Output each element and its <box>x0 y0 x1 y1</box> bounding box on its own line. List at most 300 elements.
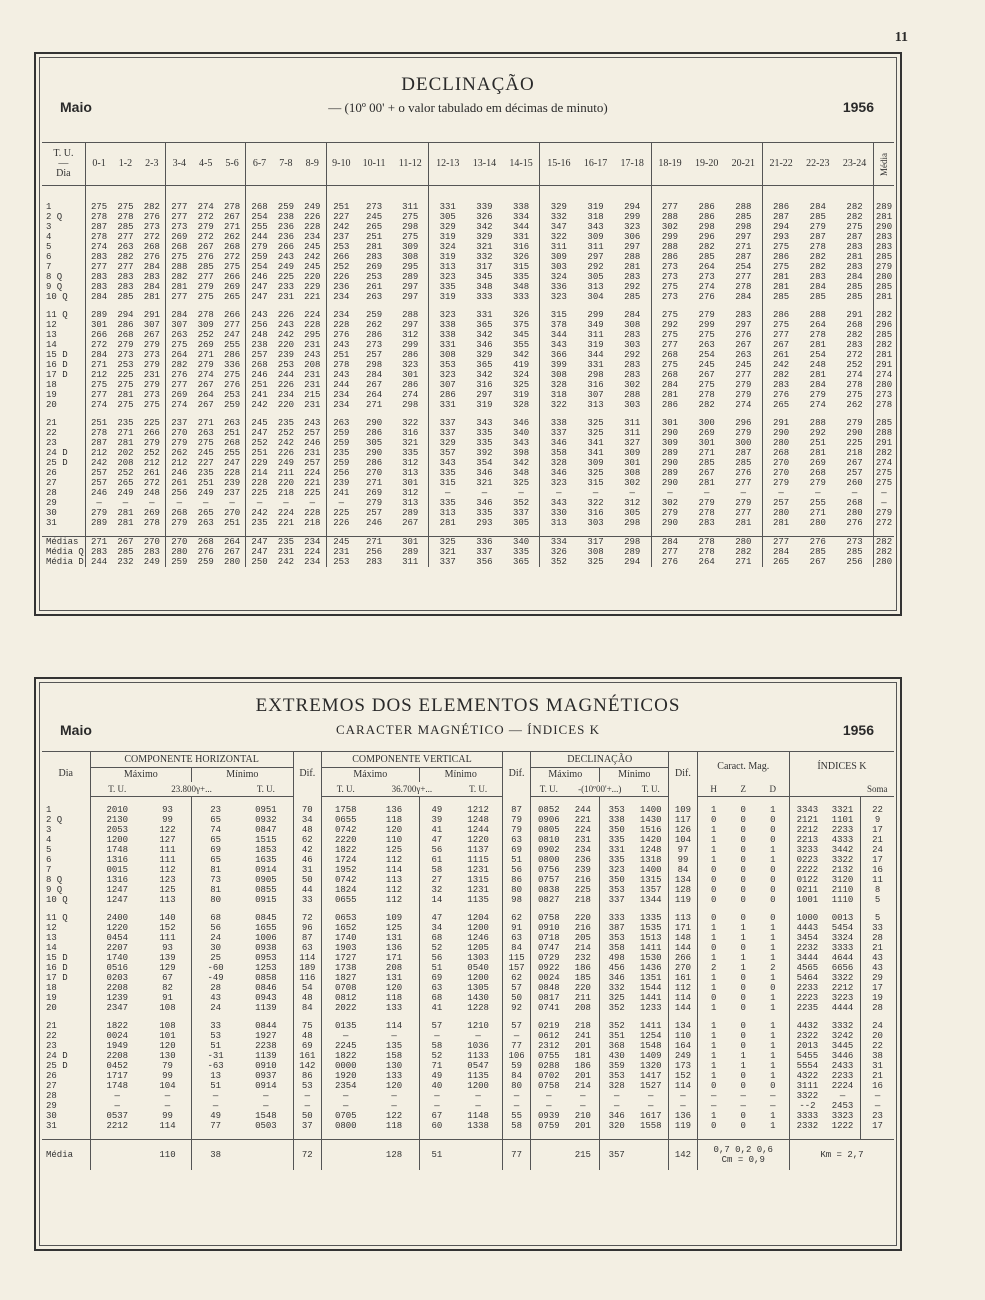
v-dif: 63 <box>502 835 530 845</box>
value-cell: 305 <box>587 272 604 282</box>
value-cell: 343 <box>476 418 493 428</box>
value-cell: 276 <box>333 330 350 340</box>
carac-z: 0 <box>740 1111 746 1121</box>
k-soma: 33 <box>872 923 883 933</box>
value-cell: 329 <box>476 350 493 360</box>
d-min: 353 <box>608 805 625 815</box>
extremes-title: EXTREMOS DOS ELEMENTOS MAGNÉTICOS <box>255 695 681 716</box>
value-cell: 330 <box>550 508 567 518</box>
value-cell: 214 <box>251 468 268 478</box>
value-cell: 268 <box>219 242 246 252</box>
value-cell: 322 <box>550 400 567 410</box>
carac-d: 1 <box>757 923 790 933</box>
d-max: 236 <box>566 855 599 865</box>
carac-z: — <box>740 1101 746 1111</box>
k-index-b: 3321 <box>825 805 861 815</box>
d-max-tu: 0757 <box>538 875 560 885</box>
value-cell: 249 <box>299 202 326 212</box>
value-cell: 235 <box>117 418 134 428</box>
carac-h: 2 <box>710 963 717 973</box>
h-dif: 161 <box>293 1051 321 1061</box>
value-cell: 276 <box>197 252 214 262</box>
value-cell: 253 <box>219 390 246 400</box>
col-carac-z: Z <box>730 782 757 797</box>
value-cell: 275 <box>90 202 108 212</box>
value-cell: 275 <box>773 262 790 272</box>
value-cell: 309 <box>614 448 651 458</box>
h-dif: 48 <box>293 993 321 1003</box>
carac-z: 0 <box>740 983 746 993</box>
value-cell: 281 <box>139 292 166 302</box>
value-cell: 259 <box>365 310 383 320</box>
value-cell: 289 <box>661 468 679 478</box>
carac-d: 0 <box>757 913 790 923</box>
value-cell: 279 <box>836 418 873 428</box>
k-index-a: 0223 <box>796 855 819 865</box>
h-min-tu: 0932 <box>239 815 293 825</box>
value-cell: 286 <box>773 202 790 212</box>
v-max: 130 <box>370 1061 420 1071</box>
value-cell: 309 <box>587 458 604 468</box>
value-cell: 276 <box>800 537 837 548</box>
value-cell: 273 <box>836 537 873 548</box>
d-max-tu: 0741 <box>538 1003 560 1013</box>
hour-header: 1-2 <box>112 143 138 186</box>
value-cell: 249 <box>117 488 134 498</box>
value-cell: 234 <box>299 232 326 242</box>
h-min: 49 <box>210 1111 221 1121</box>
carac-d: 1 <box>757 993 790 1003</box>
value-cell: 283 <box>836 242 873 252</box>
value-cell: 244 <box>90 557 108 567</box>
d-min: 353 <box>608 1071 625 1081</box>
value-cell: 226 <box>333 518 350 528</box>
v-max-tu: 0000 <box>334 1061 357 1071</box>
v-max-tu: 0653 <box>334 913 357 923</box>
value-cell: 277 <box>725 508 762 518</box>
h-dif: 46 <box>293 855 321 865</box>
value-cell: 301 <box>392 370 429 380</box>
value-cell: 315 <box>550 310 567 320</box>
h-max: 127 <box>144 835 192 845</box>
h-max-tu: 0024 <box>106 1031 129 1041</box>
value-cell: 288 <box>725 202 762 212</box>
k-index-b: 3446 <box>825 1051 861 1061</box>
value-cell: 269 <box>365 488 383 498</box>
value-cell: 344 <box>587 350 604 360</box>
d-min-tu: 1544 <box>633 983 669 993</box>
mean-cell: 275 <box>875 478 893 488</box>
value-cell: 256 <box>836 557 873 567</box>
value-cell: 295 <box>392 262 429 272</box>
value-cell: 285 <box>698 458 715 468</box>
v-min-tu: 1135 <box>454 895 502 905</box>
value-cell: 241 <box>333 488 350 498</box>
k-soma: 43 <box>872 953 883 963</box>
d-max-tu: 0024 <box>538 973 560 983</box>
value-cell: 283 <box>139 547 166 557</box>
value-cell: 312 <box>392 330 429 340</box>
value-cell: 347 <box>550 222 567 232</box>
value-cell: 297 <box>392 320 429 330</box>
carac-z: 0 <box>740 885 746 895</box>
d-min: 352 <box>608 1021 625 1031</box>
value-cell: 265 <box>117 478 134 488</box>
value-cell: 226 <box>277 380 294 390</box>
table-row <box>42 458 894 468</box>
value-cell: 313 <box>439 508 456 518</box>
value-cell: 279 <box>809 390 826 400</box>
h-min: 30 <box>210 943 221 953</box>
table-row <box>42 380 894 390</box>
hour-header: 5-6 <box>219 143 246 186</box>
value-cell: 275 <box>117 380 134 390</box>
value-cell: 294 <box>614 557 651 567</box>
value-cell: 245 <box>251 418 268 428</box>
k-soma: 9 <box>874 815 881 825</box>
value-cell: 285 <box>725 458 762 468</box>
value-cell: 285 <box>698 252 715 262</box>
value-cell: 345 <box>476 272 493 282</box>
d-min-tu: 1411 <box>633 943 669 953</box>
carac-z: 0 <box>740 845 746 855</box>
value-cell: 271 <box>356 537 392 548</box>
v-dif: 59 <box>502 1061 530 1071</box>
value-cell: 259 <box>171 557 188 567</box>
d-min-tu: 1335 <box>633 913 669 923</box>
d-max: 186 <box>566 1061 599 1071</box>
v-min: 47 <box>431 835 443 845</box>
v-min: 34 <box>431 923 443 933</box>
value-cell: 212 <box>90 370 108 380</box>
value-cell: 251 <box>333 202 350 212</box>
value-cell: 235 <box>197 468 214 478</box>
h-max: 112 <box>144 865 192 875</box>
d-max: — <box>566 1091 599 1101</box>
v-max-tu: 1738 <box>334 963 357 973</box>
carac-z: 1 <box>740 963 746 973</box>
h-min: -60 <box>207 963 224 973</box>
value-cell: 278 <box>117 212 134 222</box>
value-cell: 279 <box>197 222 214 232</box>
value-cell: 308 <box>550 370 567 380</box>
d-min: 335 <box>608 835 625 845</box>
h-max-tu: 1717 <box>106 1071 129 1081</box>
v-dif: 92 <box>502 1003 530 1013</box>
day-cell: 7 <box>42 262 85 272</box>
value-cell: 245 <box>326 537 356 548</box>
carac-d: 1 <box>757 1121 790 1131</box>
day-cell: 9 Q <box>42 282 85 292</box>
value-cell: 286 <box>365 330 383 340</box>
mean-cell: 282 <box>875 310 893 320</box>
value-cell: 335 <box>503 547 540 557</box>
value-cell: 279 <box>171 438 188 448</box>
value-cell: 274 <box>197 202 214 212</box>
h-max-tu: 2053 <box>106 825 129 835</box>
k-soma: 17 <box>872 825 883 835</box>
day-cell: 26 <box>42 468 85 478</box>
h-max: — <box>144 1091 192 1101</box>
value-cell: 328 <box>550 380 567 390</box>
value-cell: 255 <box>219 340 246 350</box>
h-max: 111 <box>144 933 192 943</box>
d-max: 216 <box>566 875 599 885</box>
h-dif: 54 <box>293 983 321 993</box>
col-soma: Soma <box>861 782 894 797</box>
value-cell: 284 <box>651 537 688 548</box>
v-max-tu: 1652 <box>334 923 357 933</box>
value-cell: 267 <box>139 330 166 340</box>
value-cell: 284 <box>809 282 826 292</box>
v-max: 120 <box>370 1081 420 1091</box>
h-dif: — <box>293 1091 321 1101</box>
h-dif-mean: 72 <box>293 1140 321 1170</box>
value-cell: 279 <box>661 508 679 518</box>
value-cell: 378 <box>550 320 567 330</box>
h-dif: 62 <box>293 835 321 845</box>
d-max-tu: 0922 <box>538 963 560 973</box>
value-cell: 277 <box>762 537 799 548</box>
value-cell: 257 <box>299 428 326 438</box>
extremes-year: 1956 <box>842 722 874 738</box>
h-max: 108 <box>144 1021 192 1031</box>
v-min-tu: — <box>454 1101 502 1111</box>
col-vertical: COMPONENTE VERTICAL <box>321 752 502 768</box>
v-max-tu: 2220 <box>334 835 357 845</box>
value-cell: 313 <box>392 498 429 508</box>
k-soma: 38 <box>872 1051 883 1061</box>
k-index-b: 3223 <box>825 993 861 1003</box>
value-cell: 297 <box>392 282 429 292</box>
carac-h: 0 <box>710 913 717 923</box>
table-row <box>42 252 894 262</box>
h-max-tu: 1822 <box>106 1021 129 1031</box>
value-cell: 281 <box>836 252 873 262</box>
value-cell: 259 <box>333 428 350 438</box>
value-cell: 282 <box>773 370 790 380</box>
value-cell: 340 <box>503 537 540 548</box>
value-cell: 226 <box>299 212 326 222</box>
mean-cell: 274 <box>875 370 893 380</box>
value-cell: 284 <box>725 292 762 302</box>
k-index-b: 2110 <box>825 885 861 895</box>
value-cell: 226 <box>333 272 350 282</box>
h-dif: 70 <box>293 805 321 815</box>
col-d-min: Mínimo <box>618 769 651 780</box>
day-cell: 6 <box>42 252 85 262</box>
h-dif: 63 <box>293 943 321 953</box>
v-dif-mean: 77 <box>502 1140 530 1170</box>
day-cell: 24 D <box>42 448 85 458</box>
day-cell: 8 Q <box>42 272 85 282</box>
value-cell: 263 <box>219 418 246 428</box>
k-index-a: 2223 <box>796 993 819 1003</box>
value-cell: 316 <box>476 380 493 390</box>
col-indices: ÍNDICES K <box>789 752 894 783</box>
v-min: 63 <box>431 983 443 993</box>
carac-d: 1 <box>757 1003 790 1013</box>
d-min: 346 <box>608 1111 625 1121</box>
col-carac-h: H <box>697 782 730 797</box>
h-min: — <box>212 1091 219 1101</box>
value-cell: 275 <box>698 330 715 340</box>
value-cell: 346 <box>550 468 567 478</box>
d-dif: 112 <box>669 983 697 993</box>
value-cell: 365 <box>476 360 493 370</box>
d-max: 211 <box>566 993 599 1003</box>
value-cell: 329 <box>439 438 456 448</box>
v-min: 49 <box>431 805 443 815</box>
h-max-tu: 1316 <box>106 855 129 865</box>
h-max-tu: 1740 <box>106 953 129 963</box>
d-max-tu: 0288 <box>538 1061 560 1071</box>
day-cell: 12 <box>42 320 85 330</box>
value-cell: 279 <box>139 380 166 390</box>
mean-cell: 296 <box>875 320 893 330</box>
table-row <box>42 400 894 410</box>
v-dif: 80 <box>502 1081 530 1091</box>
mean-cell: 291 <box>875 360 893 370</box>
value-cell: 294 <box>773 222 790 232</box>
h-dif: 53 <box>293 1081 321 1091</box>
value-cell: 267 <box>698 468 715 478</box>
v-dif: 57 <box>502 983 530 993</box>
value-cell: 333 <box>503 292 540 302</box>
value-cell: 263 <box>365 292 383 302</box>
d-min: 332 <box>608 983 625 993</box>
v-min: 52 <box>431 1051 443 1061</box>
k-index-b: 1110 <box>825 895 861 905</box>
col-h-dif: Dif. <box>293 752 321 797</box>
blank <box>321 1140 369 1170</box>
value-cell: 272 <box>139 232 166 242</box>
value-cell: 278 <box>139 518 166 528</box>
value-cell: 251 <box>365 232 383 242</box>
carac-h: 1 <box>710 855 717 865</box>
table-row <box>42 232 894 242</box>
table-row <box>42 557 894 567</box>
k-index-a: 2322 <box>796 1031 819 1041</box>
value-cell: 263 <box>197 518 214 528</box>
mean-cell: 283 <box>875 242 893 252</box>
k-index-b: 6656 <box>825 963 861 973</box>
k-index-a: 5554 <box>796 1061 819 1071</box>
table-row <box>42 508 894 518</box>
k-index-a: 5455 <box>796 1051 819 1061</box>
value-cell: 312 <box>392 458 429 468</box>
value-cell: 268 <box>809 468 826 478</box>
day-cell: 12 <box>42 923 90 933</box>
value-cell: 305 <box>365 438 383 448</box>
value-cell: 280 <box>725 537 762 548</box>
v-max-tu: 1903 <box>334 943 357 953</box>
media-header-label: Média <box>879 152 889 176</box>
value-cell: 307 <box>171 320 188 330</box>
value-cell: 299 <box>614 212 651 222</box>
carac-d: 0 <box>757 835 790 845</box>
h-max: — <box>144 1101 192 1111</box>
value-cell: 274 <box>809 400 826 410</box>
value-cell: 225 <box>251 488 268 498</box>
value-cell: 278 <box>688 537 725 548</box>
table-row <box>42 845 894 855</box>
value-cell: 277 <box>90 390 108 400</box>
hour-header: 18-19 <box>651 143 688 186</box>
h-min-tu: 0845 <box>239 913 293 923</box>
carac-d: 1 <box>757 1051 790 1061</box>
d-max-tu: 0906 <box>538 815 560 825</box>
table-row <box>42 895 894 905</box>
value-cell: 236 <box>333 282 350 292</box>
value-cell: 304 <box>587 292 604 302</box>
carac-h: 1 <box>710 983 717 993</box>
h-min: 68 <box>210 913 221 923</box>
value-cell: 271 <box>365 400 383 410</box>
h-max-tu: 0537 <box>106 1111 129 1121</box>
h-max-tu: 1748 <box>106 845 129 855</box>
k-index-b: — <box>825 1091 861 1101</box>
value-cell: 279 <box>171 518 188 528</box>
h-max: 111 <box>144 855 192 865</box>
v-min-tu: 0547 <box>454 1061 502 1071</box>
value-cell: 332 <box>476 252 493 262</box>
d-min-tu: 1436 <box>633 963 669 973</box>
value-cell: 283 <box>809 272 826 282</box>
value-cell: 283 <box>139 272 166 282</box>
v-min-tu: 1115 <box>454 855 502 865</box>
v-min: 49 <box>431 1071 443 1081</box>
v-min: 27 <box>431 875 443 885</box>
value-cell: 266 <box>139 428 166 438</box>
d-dif: 109 <box>669 805 697 815</box>
value-cell: 273 <box>139 222 166 232</box>
day-cell: 29 <box>42 1101 90 1111</box>
value-cell: 344 <box>503 222 540 232</box>
h-min-tu: 1253 <box>239 963 293 973</box>
day-cell: 18 <box>42 380 85 390</box>
table-row <box>42 1121 894 1131</box>
value-cell: 257 <box>365 508 383 518</box>
h-min-tu: 1139 <box>239 1003 293 1013</box>
v-min-mean: 51 <box>419 1140 454 1170</box>
d-min-tu: 1315 <box>633 875 669 885</box>
value-cell: 263 <box>698 340 715 350</box>
value-cell: 231 <box>299 448 326 458</box>
value-cell: 309 <box>550 252 567 262</box>
value-cell: 255 <box>809 498 826 508</box>
value-cell: 280 <box>773 508 790 518</box>
value-cell: 292 <box>809 428 826 438</box>
day-cell: 31 <box>42 1121 90 1131</box>
v-dif: 84 <box>502 1071 530 1081</box>
value-cell: 229 <box>299 282 326 292</box>
value-cell: 264 <box>197 390 214 400</box>
value-cell: 348 <box>476 282 493 292</box>
value-cell: — <box>122 498 129 508</box>
value-cell: 270 <box>139 537 166 548</box>
value-cell: — <box>176 498 182 508</box>
value-cell: 316 <box>587 380 604 390</box>
blank <box>90 1140 144 1170</box>
v-dif: 77 <box>502 1041 530 1051</box>
table-row <box>42 222 894 232</box>
value-cell: 290 <box>661 458 679 468</box>
table-row <box>42 993 894 1003</box>
value-cell: 357 <box>439 448 456 458</box>
table-row <box>42 1031 894 1041</box>
carac-z: 0 <box>740 1041 746 1051</box>
